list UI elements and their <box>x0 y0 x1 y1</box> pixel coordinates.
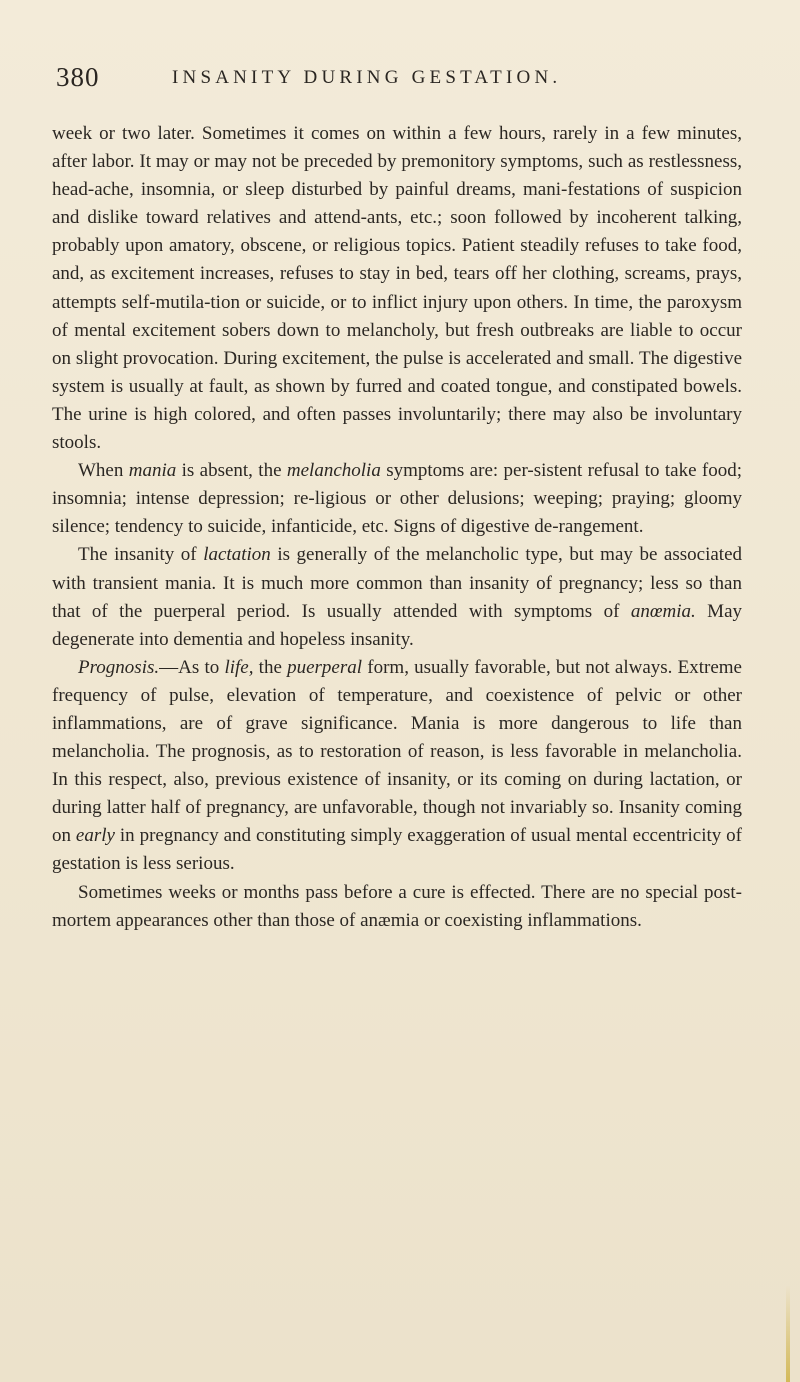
italic-text: lactation <box>203 544 271 566</box>
text-segment: form, usually favorable, but not always. Extreme frequency of pulse, elevation of temperature, and coexistence of pelvic or other inflammations, are of grave significance. Mania is more dangerous to life than melancholia. The prognosis, as to restoration of reason, is less favorable in melancholia. In this respect, also, previous existence of insanity, or its coming on during lactation, or during latter half of pregnancy, are unfavorable, though not invariably so. Insanity coming on <box>52 656 742 847</box>
text-segment: the <box>253 656 288 678</box>
text-segment: week or two later. Sometimes it comes on within a few hours, rarely in a few minutes, after labor. It may or may not be preceded by premonitory symptoms, such as restlessness, head-ache, insomnia, or sleep disturbed by painful dreams, mani-festations of suspicion and dislike toward relatives and attend-ants, etc.; soon followed by incoherent talking, probably upon amatory, obscene, or religious topics. Patient steadily refuses to take food, and, as excitement increases, refuses to stay in bed, tears off her clothing, screams, prays, attempts self-mutila-tion or suicide, or to inflict injury upon others. In time, the paroxysm of mental excitement sobers down to melancholy, but fresh outbreaks are liable to occur on slight provocation. During excitement, the pulse is accelerated and small. The digestive system is usually at fault, as shown by furred and coated tongue, and constipated bowels. The urine is high colored, and often passes involuntarily; there may also be involuntary stools. <box>52 123 742 454</box>
text-segment: symptoms are: per-sistent refusal to take food; insomnia; intense depression; re-ligious or other delusions; weeping; praying; gloomy silence; tendency to suicide, infanticide, etc. Signs of digestive de-rangement. <box>52 460 742 538</box>
text-segment: May degenerate into dementia and hopeless insanity. <box>52 600 743 650</box>
italic-text: early <box>75 825 115 847</box>
italic-text: melancholia <box>286 460 381 482</box>
italic-text: anœmia. <box>630 600 696 622</box>
paragraph-p2 <box>52 457 742 541</box>
italic-text: mania <box>128 460 177 482</box>
italic-text: puerperal <box>287 656 363 678</box>
text-segment: is absent, the <box>176 460 287 482</box>
text-segment: is generally of the melancholic type, but may be associated with transient mania. It is much more common than insanity of pregnancy; less so than that of the puerperal period. Is usually attended with symptoms of <box>52 544 743 622</box>
text-segment: in pregnancy and constituting simply exaggeration of usual mental eccentricity of gestation is less serious. <box>52 825 743 875</box>
text-segment: When <box>78 460 129 482</box>
running-title: INSANITY DURING GESTATION. <box>172 67 562 88</box>
paragraph-p1 <box>52 120 742 457</box>
paragraph-p4 <box>52 654 742 879</box>
paragraph-p3 <box>52 541 742 653</box>
page-number: 380 <box>56 62 100 92</box>
running-head <box>56 62 756 96</box>
text-segment: Sometimes weeks or months pass before a cure is effected. There are no special post-mortem appearances other than those of anæmia or coexisting inflammations. <box>52 881 742 931</box>
paragraph-p5 <box>52 879 742 935</box>
body-text <box>52 120 742 935</box>
page-edge-mark <box>786 1285 790 1382</box>
italic-text: life, <box>224 656 254 678</box>
text-segment: The insanity of <box>78 544 204 566</box>
italic-text: Prognosis. <box>78 656 160 678</box>
text-segment: —As to <box>159 656 225 678</box>
